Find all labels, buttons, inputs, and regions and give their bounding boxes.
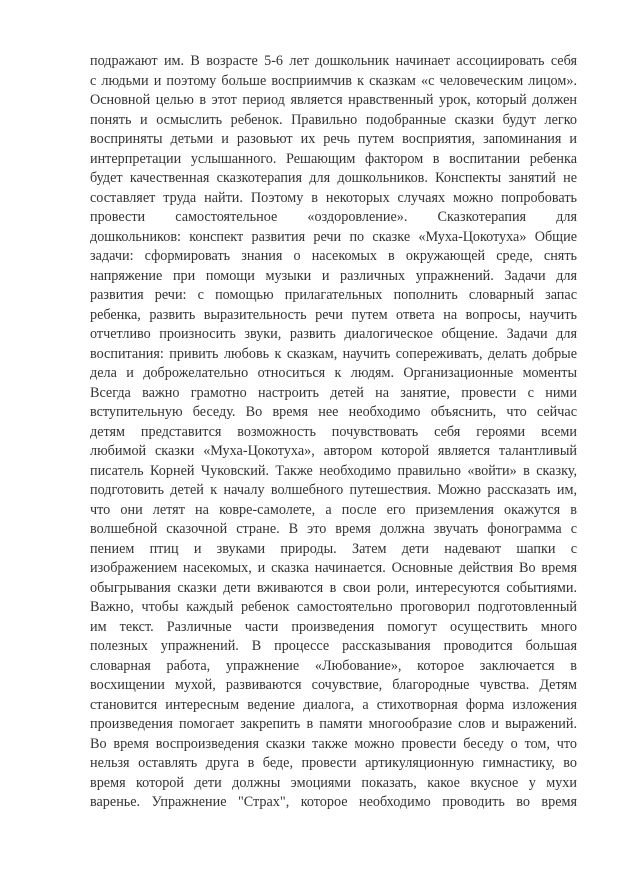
text-line: обыгрывания сказки дети вживаются в свои роли, интересуются событиями. bbox=[90, 579, 577, 596]
text-line: будет качественная сказкотерапия для дошкольников. Конспекты занятий не bbox=[90, 170, 577, 186]
text-line: изображением насекомых, и сказка начинается. Основные действия Во время bbox=[90, 560, 577, 576]
text-line: воспитания: привить любовь к сказкам, научить сопереживать, делать добрые bbox=[90, 345, 577, 362]
text-line: Всегда важно грамотно настроить детей на занятие, провести с ними bbox=[90, 384, 577, 401]
text-line: напряжение при помощи музыки и различных упражнений. Задачи для bbox=[90, 267, 577, 284]
text-line: детям представится возможность почувствовать себя героями всеми bbox=[90, 423, 577, 440]
text-line: полезных упражнений. В процессе рассказывания проводится большая bbox=[90, 638, 577, 654]
text-line: Основной целью в этот период является нравственный урок, который должен bbox=[90, 92, 577, 108]
body-text bbox=[90, 52, 577, 813]
text-line: становится интересным ведение диалога, а стихотворная форма изложения bbox=[90, 696, 577, 713]
text-line: время которой дети должны эмоциями показать, какое вкусное у мухи bbox=[90, 774, 577, 791]
text-line: варенье. Упражнение "Страх", которое необходимо проводить во время bbox=[90, 794, 577, 810]
text-line: нельзя оставлять друга в беде, провести артикуляционную гимнастику, во bbox=[90, 755, 577, 771]
text-line: что они летят на ковре-самолете, а после его приземления окажутся в bbox=[90, 501, 577, 518]
text-line: произведения помогает закрепить в памяти многообразие слов и выражений. bbox=[90, 716, 577, 732]
text-line: дела и доброжелательно относиться к людям. Организационные моменты bbox=[90, 365, 577, 381]
text-line: ребенка, развить выразительность речи путем ответа на вопросы, научить bbox=[90, 306, 577, 323]
text-line: подражают им. В возрасте 5-6 лет дошкольник начинает ассоциировать себя bbox=[90, 53, 577, 69]
text-line: Важно, чтобы каждый ребенок самостоятельно проговорил подготовленный bbox=[90, 599, 577, 615]
text-line: восхищении мухой, развиваются сочувствие, благородные чувства. Детям bbox=[90, 677, 577, 693]
text-line: подготовить детей к началу волшебного путешествия. Можно рассказать им, bbox=[90, 482, 577, 498]
text-line: провести самостоятельное «оздоровление». Сказкотерапия для bbox=[90, 209, 577, 225]
text-line: задачи: сформировать знания о насекомых в окружающей среде, снять bbox=[90, 248, 577, 264]
text-line: восприняты детьми и разовьют их речь путем восприятия, запоминания и bbox=[90, 131, 577, 147]
text-line: составляет труда найти. Поэтому в некоторых случаях можно попробовать bbox=[90, 189, 577, 206]
text-line: писатель Корней Чуковский. Также необходимо правильно «войти» в сказку, bbox=[90, 462, 577, 479]
text-line: словарная работа, упражнение «Любование», которое заключается в bbox=[90, 657, 577, 674]
text-line: любимой сказки «Муха-Цокотуха», автором которой является талантливый bbox=[90, 443, 577, 459]
text-line: вступительную беседу. Во время нее необходимо объяснить, что сейчас bbox=[90, 404, 577, 420]
text-line: интерпретации услышанного. Решающим фактором в воспитании ребенка bbox=[90, 150, 577, 167]
text-line: развития речи: с помощью прилагательных пополнить словарный запас bbox=[90, 287, 577, 303]
text-line: волшебной сказочной стране. В это время должна звучать фонограмма с bbox=[90, 521, 577, 537]
text-line: с людьми и поэтому больше восприимчив к сказкам «с человеческим лицом». bbox=[90, 72, 577, 89]
text-line: отчетливо произносить звуки, развить диалогическое общение. Задачи для bbox=[90, 326, 577, 342]
text-line: пением птиц и звуками природы. Затем дети надевают шапки с bbox=[90, 540, 577, 557]
text-line: дошкольников: конспект развития речи по сказке «Муха-Цокотуха» Общие bbox=[90, 228, 577, 245]
text-line: им текст. Различные части произведения помогут осуществить много bbox=[90, 618, 577, 635]
text-line: понять и осмыслить ребенок. Правильно подобранные сказки будут легко bbox=[90, 111, 577, 128]
text-line: Во время воспроизведения сказки также можно провести беседу о том, что bbox=[90, 735, 577, 752]
